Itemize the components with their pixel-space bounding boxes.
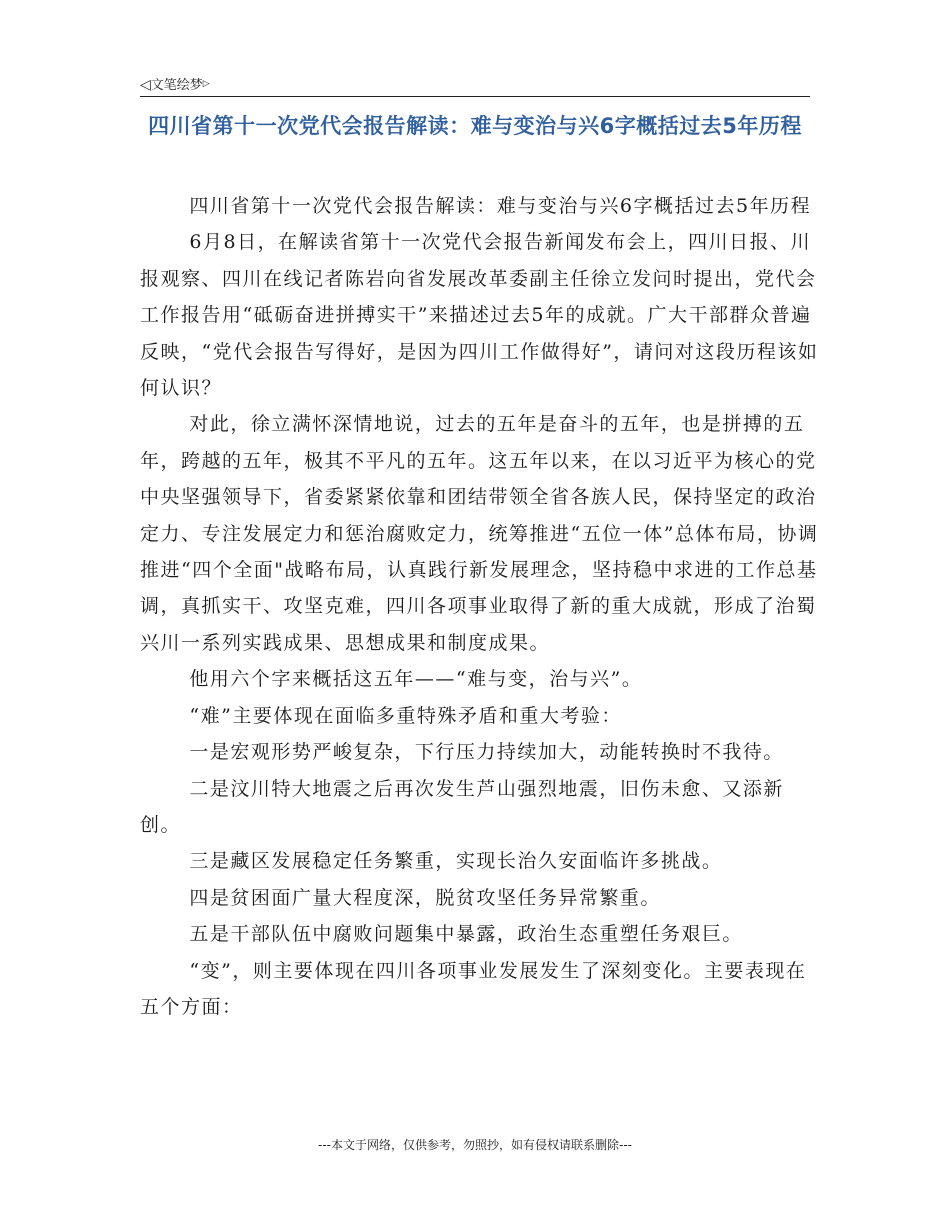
paragraph: 二是汶川特大地震之后再次发生芦山强烈地震，旧伤未愈、又添新创。 <box>140 777 784 836</box>
paragraph: 五是干部队伍中腐败问题集中暴露，政治生态重塑任务艰巨。 <box>189 923 743 946</box>
triangle-left-icon: ◁ <box>140 77 151 93</box>
paragraph: 6月8日，在解读省第十一次党代会报告新闻发布会上，四川日报、川报观察、四川在线记者陈岩向省发展改革委副主任徐立发问时提出，党代会工作报告用“砥砺奋进拼搏实干”来描述过去5年的成就。广大干部群众普遍反映，“党代会报告写得好，是因为四川工作做得好”，请问对这段历程该如何认识？ <box>140 231 819 400</box>
paragraph: 四川省第十一次党代会报告解读：难与变治与兴6字概括过去5年历程 <box>189 195 812 217</box>
paragraph: 三是藏区发展稳定任务繁重，实现长治久安面临许多挑战。 <box>189 850 723 873</box>
paragraph: 对此，徐立满怀深情地说，过去的五年是奋斗的五年，也是拼搏的五年，跨越的五年，极其不平凡的五年。这五年以来，在以习近平为核心的党中央坚强领导下，省委紧紧依靠和团结带领全省各族人民，保持坚定的政治定力、专注发展定力和惩治腐败定力，统筹推进“五位一体”总体布局，协调推进“四个全面"战略布局，认真践行新发展理念，坚持稳中求进的工作总基调，真抓实干、攻坚克难，四川各项事业取得了新的重大成就，形成了治蜀兴川一系列实践成果、思想成果和制度成果。 <box>140 413 819 654</box>
document-title: 四川省第十一次党代会报告解读：难与变治与兴6字概括过去5年历程 <box>148 114 802 138</box>
header-brand <box>140 74 210 93</box>
paragraph: “难”主要体现在面临多重特殊矛盾和重大考验： <box>189 704 622 727</box>
paragraph: 他用六个字来概括这五年——“难与变，治与兴”。 <box>189 668 643 691</box>
triangle-right-icon: ▷ <box>202 79 210 89</box>
document-body <box>140 188 820 1025</box>
paragraph: “变”，则主要体现在四川各项事业发展发生了深刻变化。主要表现在五个方面： <box>140 959 807 1018</box>
brand-text: 文笔绘梦 <box>150 78 203 93</box>
page-header <box>140 72 810 97</box>
page-footer: ---本文于网络，仅供参考，勿照抄，如有侵权请联系删除--- <box>318 1138 632 1152</box>
paragraph: 四是贫困面广量大程度深，脱贫攻坚任务异常繁重。 <box>189 886 661 909</box>
paragraph: 一是宏观形势严峻复杂，下行压力持续加大，动能转换时不我待。 <box>189 741 784 764</box>
